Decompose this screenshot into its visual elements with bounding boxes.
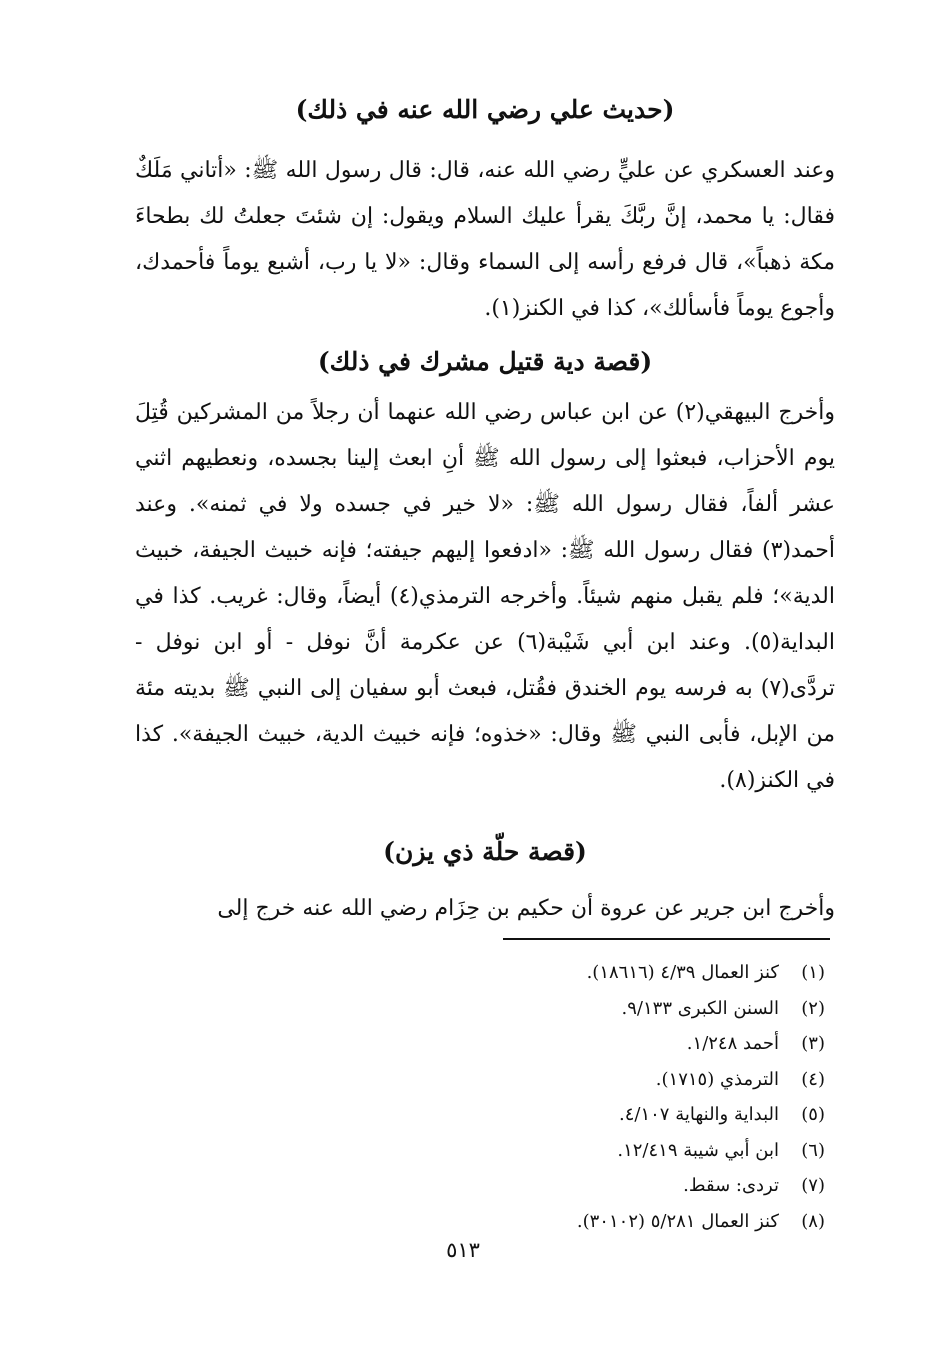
footnote-text: كنز العمال ٤/٣٩ (١٨٦١٦).	[586, 962, 779, 983]
page-number: ٥١٣	[446, 1238, 480, 1262]
footnote-number: (٦)	[801, 1139, 825, 1161]
footnote-text: تردى: سقط.	[683, 1175, 779, 1196]
footnote-text: أحمد ١/٢٤٨.	[686, 1033, 779, 1054]
footnote-number: (١)	[801, 962, 825, 983]
section-heading-dhi-yazan-robe: (قصة حلّة ذي يزن)	[383, 837, 587, 866]
footnote-number: (٤)	[801, 1068, 825, 1090]
footnote-text: الترمذي (١٧١٥).	[655, 1068, 779, 1090]
footnote-separator	[503, 938, 830, 940]
page-body	[135, 90, 835, 932]
footnote-item	[480, 1062, 825, 1098]
footnote-item	[480, 1168, 825, 1204]
section-heading-ali-hadith: (حديث علي رضي الله عنه في ذلك)	[295, 95, 675, 124]
footnote-text: كنز العمال ٥/٢٨١ (٣٠١٠٢).	[576, 1210, 779, 1232]
section-paragraph-dhi-yazan-robe: وأخرج ابن جرير عن عروة أن حكيم بن حِزَام رضي الله عنه خرج إلى	[217, 896, 835, 921]
section-heading-blood-money: (قصة دية قتيل مشرك في ذلك)	[317, 347, 653, 376]
footnote-text: البداية والنهاية ٤/١٠٧.	[618, 1104, 779, 1125]
footnote-item	[480, 991, 825, 1027]
footnote-item	[480, 1133, 825, 1169]
footnote-item	[480, 1097, 825, 1133]
section-paragraph-ali-hadith: وعند العسكري عن عليٍّ رضي الله عنه، قال: قال رسول الله ﷺ: «أتاني مَلَكٌ فقال: يا محمد، إنَّ ربَّكَ يقرأ عليك السلام ويقول: إن شئتَ جعلتُ لك بطحاءَ مكة ذهباً»، قال فرفع رأسه إلى السماء وقال: «لا يا رب، أشبع يوماً فأحمدك، وأجوع يوماً فأسألك»، كذا في الكنز(١).	[135, 158, 835, 321]
footnote-text: السنن الكبرى ٩/١٣٣.	[621, 997, 779, 1019]
footnote-item	[480, 955, 825, 991]
footnote-number: (٣)	[801, 1033, 825, 1054]
footnote-number: (٨)	[801, 1210, 825, 1232]
footnote-number: (٢)	[801, 997, 825, 1019]
footnote-number: (٧)	[801, 1175, 825, 1196]
footnotes-list	[480, 955, 825, 1239]
footnote-item	[480, 1204, 825, 1240]
footnote-text: ابن أبي شيبة ١٢/٤١٩.	[617, 1139, 779, 1161]
footnote-item	[480, 1026, 825, 1062]
footnote-number: (٥)	[801, 1104, 825, 1125]
section-paragraph-blood-money: وأخرج البيهقي(٢) عن ابن عباس رضي الله عنهما أن رجلاً من المشركين قُتِلَ يوم الأحزاب، فبعثوا إلى رسول الله ﷺ أنِ ابعث إلينا بجسده، ونعطيهم اثني عشر ألفاً، فقال رسول الله ﷺ: «لا خير في جسده ولا في ثمنه». وعند أحمد(٣) فقال رسول الله ﷺ: «ادفعوا إليهم جيفته؛ فإنه خبيث الجيفة، خبيث الدية»؛ فلم يقبل منهم شيئاً. وأخرجه الترمذي(٤) أيضاً، وقال: غريب. كذا في البداية(٥). وعند ابن أبي شَيْبة(٦) عن عكرمة أنَّ نوفل - أو ابن نوفل - تردَّى(٧) به فرسه يوم الخندق فقُتل، فبعث أبو سفيان إلى النبي ﷺ بديته مئة من الإبل، فأبى النبي ﷺ وقال: «خذوه؛ فإنه خبيث الدية، خبيث الجيفة». كذا في الكنز(٨).	[135, 400, 836, 793]
